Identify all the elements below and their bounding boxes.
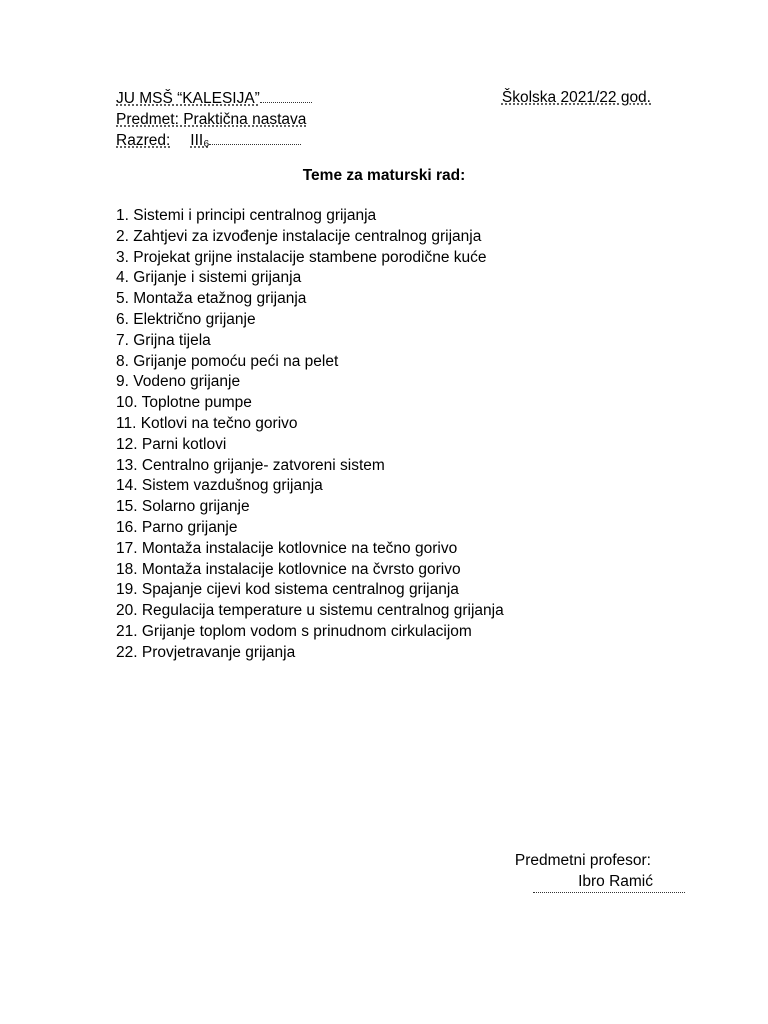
document-title: Teme za maturski rad: [302, 167, 466, 184]
topic-item: 16. Parno grijanje [116, 518, 238, 536]
topic-item: 19. Spajanje cijevi kod sistema centralnog grijanja [116, 581, 459, 599]
school-name-text: JU MSŠ “KALESIJA” [116, 90, 260, 107]
topic-item: 7. Grijna tijela [116, 331, 211, 349]
dotted-fill [260, 88, 312, 103]
subject-line: Predmet: Praktična nastava [116, 111, 307, 128]
dotted-fill [209, 130, 301, 145]
topic-item: 6. Električno grijanje [116, 310, 256, 328]
topic-list [116, 206, 504, 664]
topic-item: 18. Montaža instalacije kotlovnice na čvrsto gorivo [116, 560, 461, 578]
topic-item: 9. Vodeno grijanje [116, 373, 241, 391]
school-name [116, 88, 312, 109]
class-line [116, 130, 301, 151]
topic-item: 10. Toplotne pumpe [116, 394, 252, 412]
topic-item: 15. Solarno grijanje [116, 498, 250, 516]
topic-item: 22. Provjetravanje grijanja [116, 643, 296, 661]
topic-item: 8. Grijanje pomoću peći na pelet [116, 352, 339, 370]
signature-name: Ibro Ramić [533, 872, 685, 893]
topic-item: 20. Regulacija temperature u sistemu centralnog grijanja [116, 602, 504, 620]
class-label: Razred: [116, 132, 171, 149]
signature-label: Predmetni profesor: [514, 852, 651, 869]
topic-item: 14. Sistem vazdušnog grijanja [116, 477, 323, 495]
topic-item: 2. Zahtjevi za izvođenje instalacije centralnog grijanja [116, 227, 482, 245]
topic-item: 5. Montaža etažnog grijanja [116, 290, 307, 308]
topic-item: 11. Kotlovi na tečno gorivo [116, 414, 298, 432]
topic-item: 13. Centralno grijanje- zatvoreni sistem [116, 456, 385, 474]
class-value: III₆ [190, 132, 210, 149]
topic-item: 17. Montaža instalacije kotlovnice na tečno gorivo [116, 539, 458, 557]
topic-item: 3. Projekat grijne instalacije stambene porodične kuće [116, 248, 487, 266]
topic-item: 12. Parni kotlovi [116, 435, 227, 453]
topic-item: 21. Grijanje toplom vodom s prinudnom cirkulacijom [116, 622, 472, 640]
school-year: Školska 2021/22 god. [501, 89, 651, 106]
topic-item: 4. Grijanje i sistemi grijanja [116, 269, 302, 287]
topic-item: 1. Sistemi i principi centralnog grijanja [116, 207, 377, 224]
